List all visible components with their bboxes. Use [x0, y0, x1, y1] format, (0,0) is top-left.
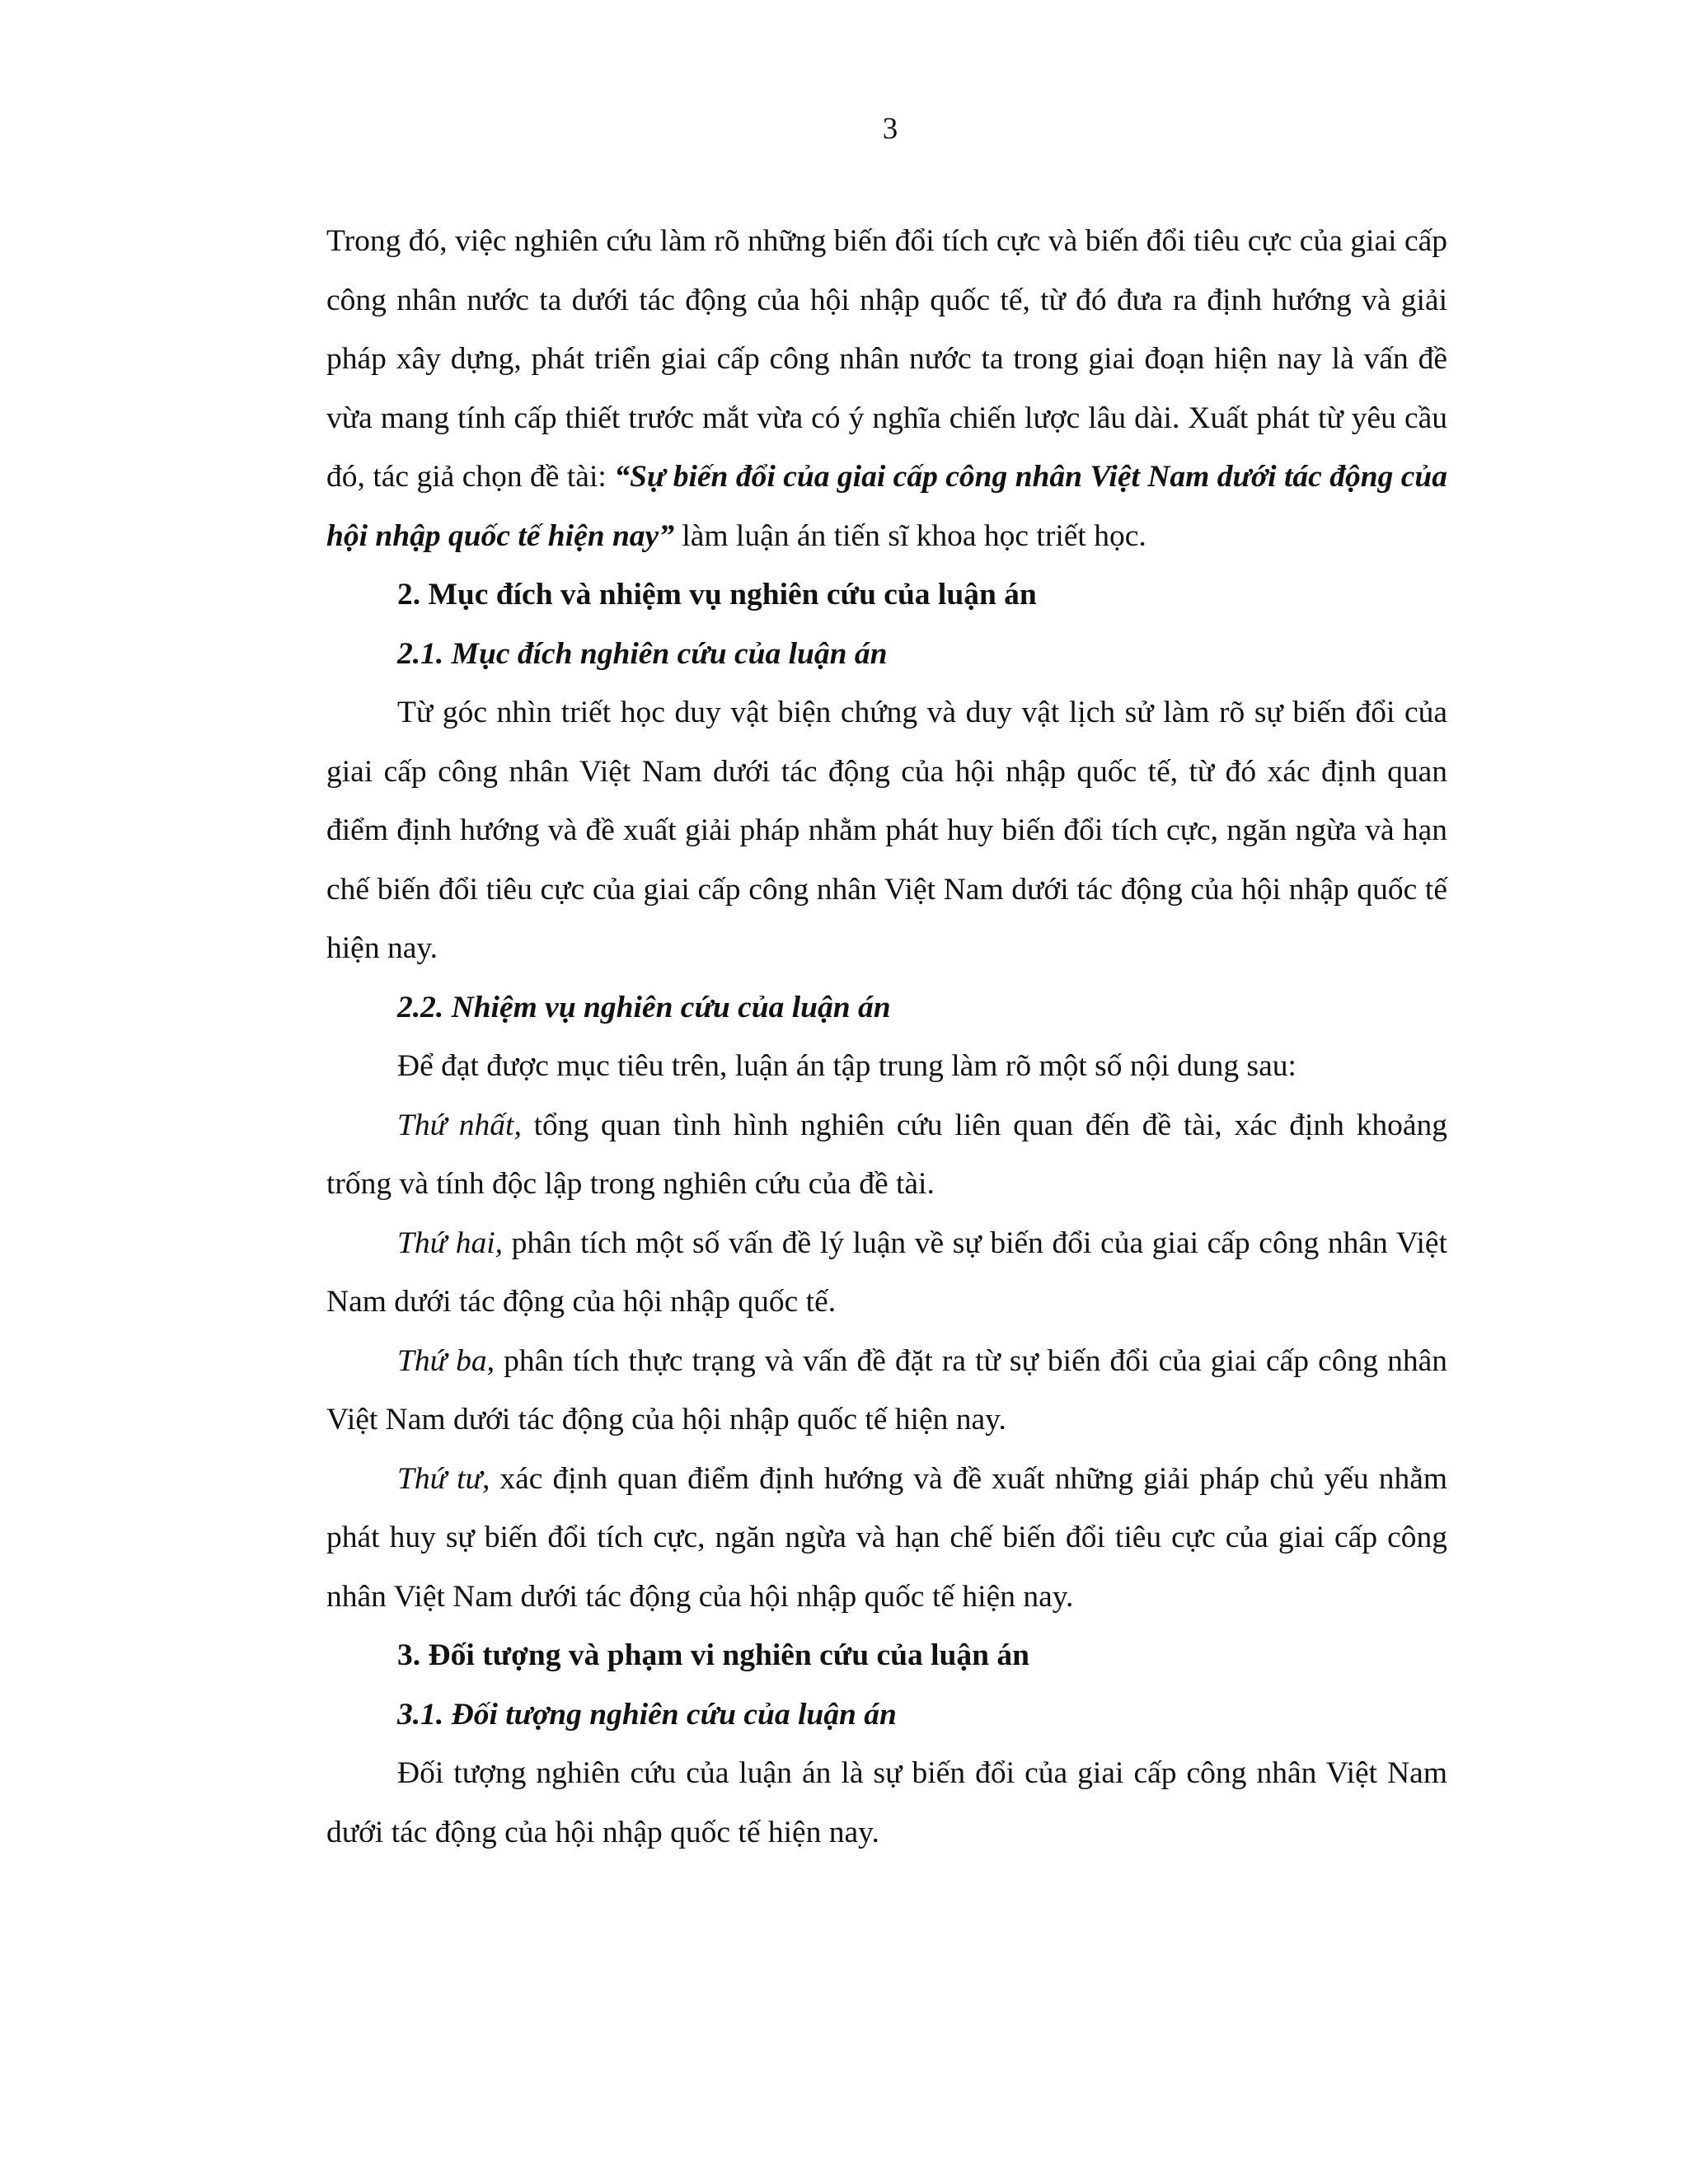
- page-number: 3: [882, 112, 898, 146]
- section-2-1-heading: 2.1. Mục đích nghiên cứu của luận án: [397, 636, 888, 671]
- task-lead: Thứ hai,: [397, 1226, 503, 1260]
- task-text: phân tích thực trạng và vấn đề đặt ra từ sự biến đổi của giai cấp công nhân Việt Nam dưới tác động của hội nhập quốc tế hiện nay.: [326, 1343, 1448, 1436]
- section-3-1-heading: 3.1. Đối tượng nghiên cứu của luận án: [397, 1697, 897, 1732]
- intro-text-before: Trong đó, việc nghiên cứu làm rõ những biến đổi tích cực và biến đổi tiêu cực của giai cấp công nhân nước ta dưới tác động của hội nhập quốc tế, từ đó đưa ra định hướng và giải pháp xây dựng, phát triển giai cấp công nhân nước ta trong giai đoạn hiện nay là vấn đề vừa mang tính cấp thiết trước mắt vừa có ý nghĩa chiến lược lâu dài. Xuất phát từ yêu cầu đó, tác giả chọn đề tài:: [326, 224, 1447, 494]
- section-2-2-heading: 2.2. Nhiệm vụ nghiên cứu của luận án: [397, 990, 891, 1024]
- task-lead: Thứ nhất,: [397, 1108, 522, 1142]
- section-3-1-paragraph: Đối tượng nghiên cứu của luận án là sự biến đổi của giai cấp công nhân Việt Nam dưới tác động của hội nhập quốc tế hiện nay.: [326, 1756, 1447, 1849]
- task-text: tổng quan tình hình nghiên cứu liên quan đến đề tài, xác định khoảng trống và tính độc lập trong nghiên cứu của đề tài.: [326, 1108, 1447, 1201]
- task-paragraph: [326, 1096, 1447, 1214]
- task-paragraph: [326, 1214, 1447, 1332]
- section-2-heading: 2. Mục đích và nhiệm vụ nghiên cứu của luận án: [397, 578, 1037, 612]
- task-paragraph: [326, 1332, 1447, 1450]
- task-paragraph: [326, 1450, 1447, 1627]
- intro-text-after: làm luận án tiến sĩ khoa học triết học.: [673, 518, 1146, 553]
- document-body: [326, 212, 1447, 1862]
- task-text: phân tích một số vấn đề lý luận về sự biến đổi của giai cấp công nhân Việt Nam dưới tác động của hội nhập quốc tế.: [326, 1226, 1448, 1319]
- section-2-2-intro: Để đạt được mục tiêu trên, luận án tập trung làm rõ một số nội dung sau:: [397, 1049, 1296, 1083]
- task-text: xác định quan điểm định hướng và đề xuất những giải pháp chủ yếu nhằm phát huy sự biến đổi tích cực, ngăn ngừa và hạn chế biến đổi tiêu cực của giai cấp công nhân Việt Nam dưới tác động của hội nhập quốc tế hiện nay.: [326, 1461, 1448, 1614]
- thesis-title-quote: “Sự biến đổi của giai cấp công nhân Việt Nam dưới tác động của hội nhập quốc tế hiện nay”: [326, 460, 1448, 553]
- task-lead: Thứ ba,: [397, 1343, 495, 1378]
- task-lead: Thứ tư,: [397, 1461, 490, 1496]
- section-2-1-paragraph: Từ góc nhìn triết học duy vật biện chứng và duy vật lịch sử làm rõ sự biến đổi của giai cấp công nhân Việt Nam dưới tác động của hội nhập quốc tế, từ đó xác định quan điểm định hướng và đề xuất giải pháp nhằm phát huy biến đổi tích cực, ngăn ngừa và hạn chế biến đổi tiêu cực của giai cấp công nhân Việt Nam dưới tác động của hội nhập quốc tế hiện nay.: [326, 696, 1447, 965]
- section-3-heading: 3. Đối tượng và phạm vi nghiên cứu của luận án: [397, 1638, 1029, 1672]
- intro-paragraph: [326, 212, 1447, 565]
